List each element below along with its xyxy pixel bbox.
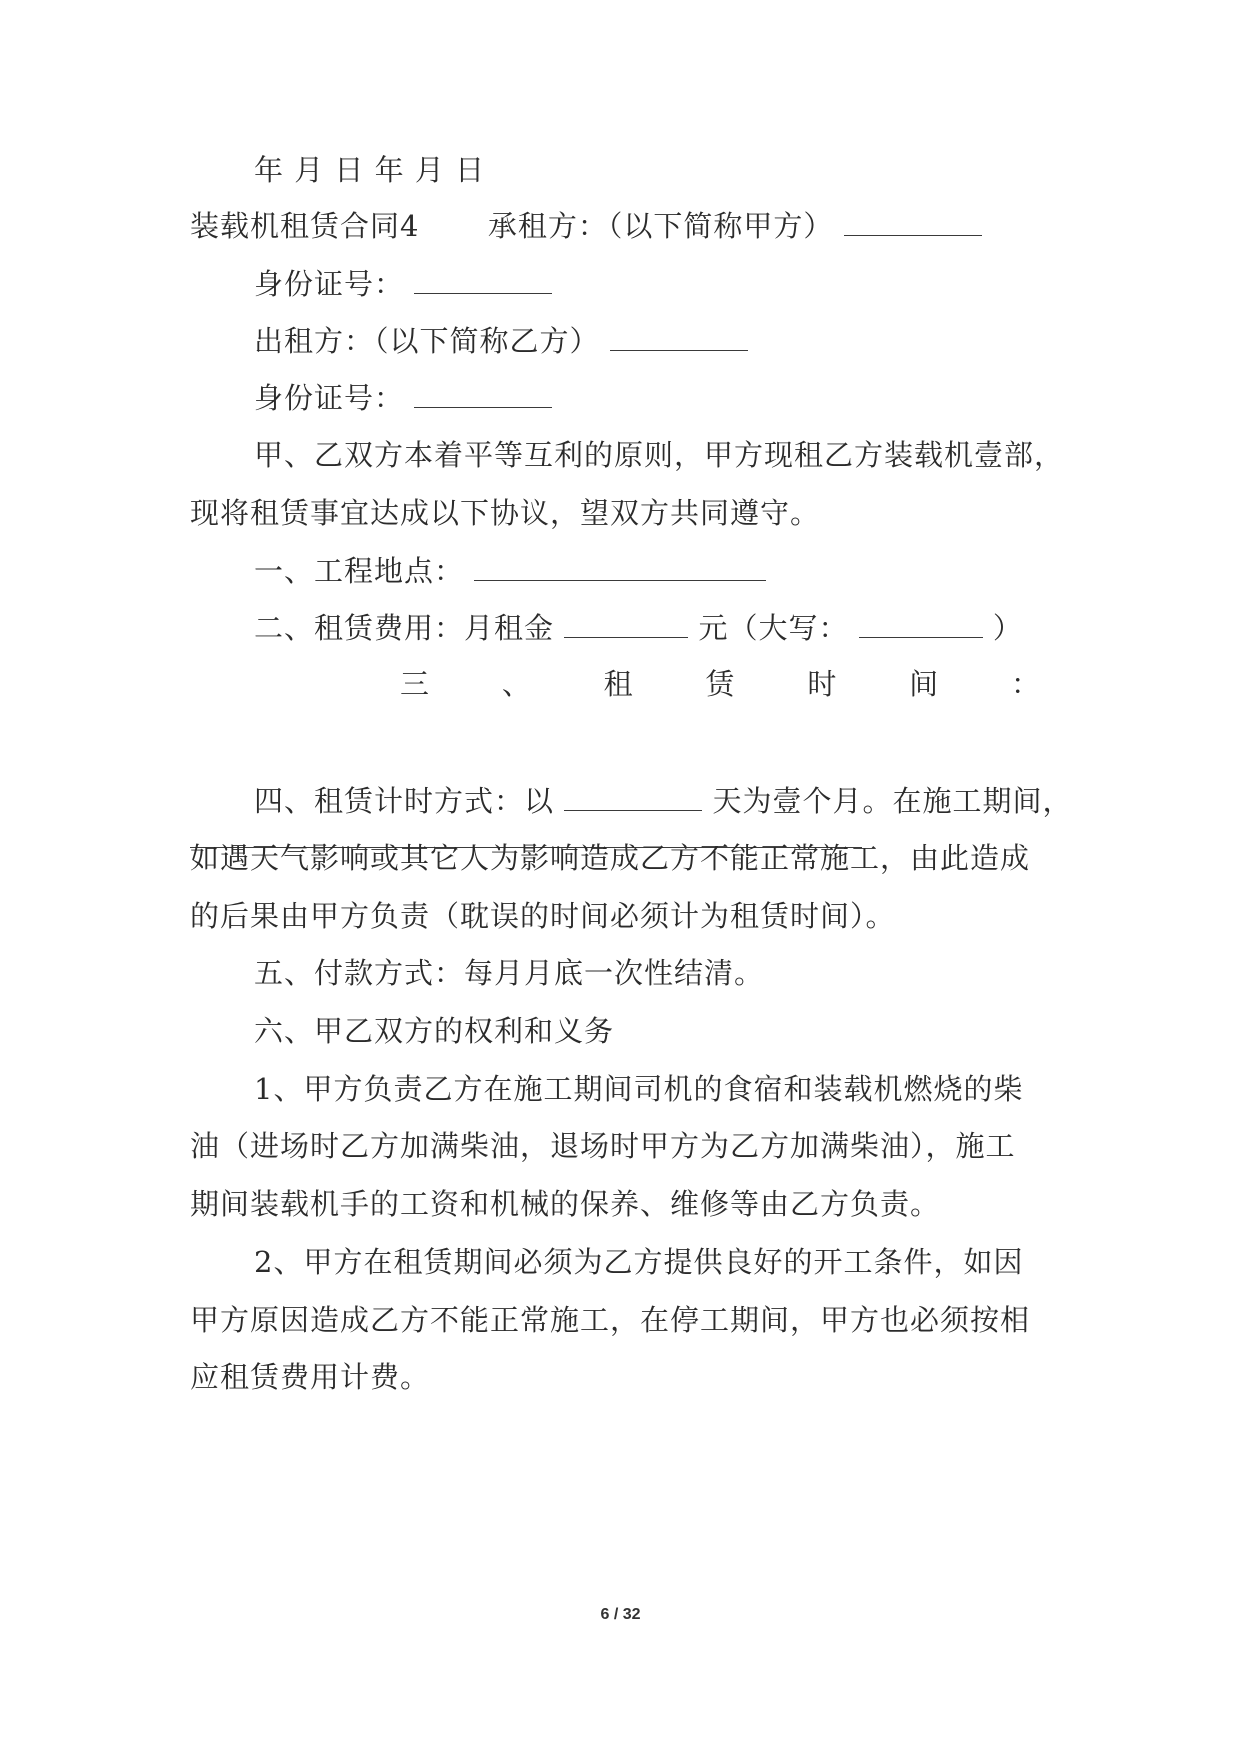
clause-1-line-3: 期间装载机手的工资和机械的保养、维修等由乙方负责。	[190, 1187, 941, 1221]
lessee-id-blank	[414, 263, 552, 294]
contract-title: 装载机租赁合同4	[190, 209, 420, 243]
item-1-line: 一、工程地点：	[254, 550, 1124, 590]
lessee-name-blank	[844, 205, 982, 236]
lessor-id-line: 身份证号：	[254, 377, 1124, 417]
lessor-id-blank	[414, 377, 552, 408]
clause-1-line-1: 1、甲方负责乙方在施工期间司机的食宿和装载机燃烧的柴	[254, 1072, 1024, 1106]
date-line: 年 月 日 年 月 日	[254, 153, 486, 187]
clause-2-line-1: 2、甲方在租赁期间必须为乙方提供良好的开工条件，如因	[254, 1245, 1024, 1279]
clause-1-line-2: 油（进场时乙方加满柴油，退场时甲方为乙方加满柴油），施工	[190, 1129, 1016, 1163]
lessee-id-line: 身份证号：	[254, 263, 1124, 303]
project-location-blank	[474, 550, 766, 581]
item-4-line-3: 的后果由甲方负责（耽误的时间必须计为租赁时间）。	[190, 899, 896, 933]
item-6-line: 六、甲乙双方的权利和义务	[254, 1014, 615, 1048]
intro-line-2: 现将租赁事宜达成以下协议，望双方共同遵守。	[190, 496, 821, 530]
item-3-line: 三 、 租 赁 时 间 ：	[400, 667, 1040, 701]
days-per-month-blank	[564, 780, 702, 811]
item-5-line: 五、付款方式：每月月底一次性结清。	[254, 956, 765, 990]
page-number: 6 / 32	[600, 1606, 641, 1623]
intro-line-1: 甲、乙双方本着平等互利的原则，甲方现租乙方装载机壹部，	[254, 438, 1065, 472]
item-4-line: 四、租赁计时方式：以 天为壹个月。在施工期间，	[254, 780, 1124, 820]
lessee-line	[190, 205, 1060, 245]
item-2-line: 二、租赁费用：月租金 元（大写： ）	[254, 607, 1124, 647]
item-4-line-2: 如遇天气影响或其它人为影响造成乙方不能正常施工，由此造成	[190, 841, 1031, 875]
lessor-line: 出租方：（以下简称乙方）	[254, 320, 1124, 360]
clause-2-line-2: 甲方原因造成乙方不能正常施工，在停工期间，甲方也必须按相	[190, 1303, 1031, 1337]
clause-2-line-3: 应租赁费用计费。	[190, 1360, 431, 1394]
rent-in-words-blank	[859, 607, 983, 638]
lessor-name-blank	[610, 320, 748, 351]
lessee-label: 承租方：（以下简称甲方）	[487, 209, 834, 243]
monthly-rent-blank	[564, 607, 688, 638]
